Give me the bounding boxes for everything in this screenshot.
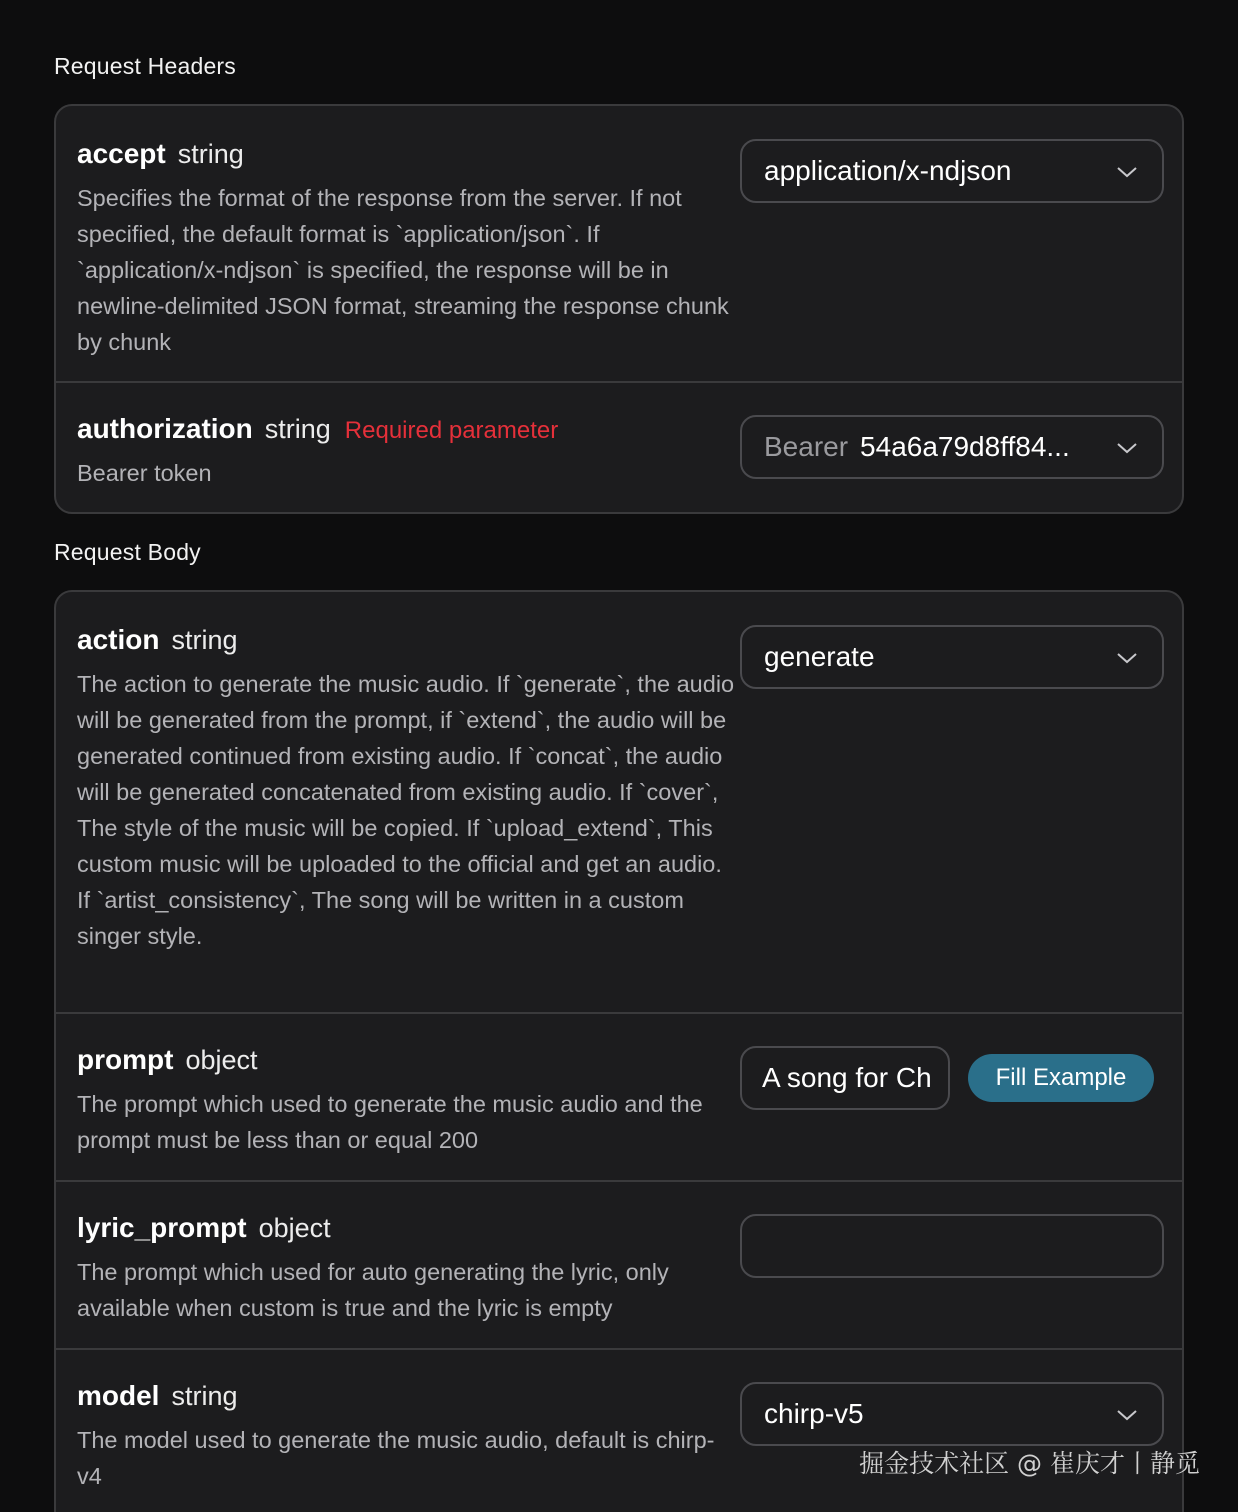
param-type: string xyxy=(171,625,238,655)
select-prefix: Bearer xyxy=(764,431,849,462)
param-row-action xyxy=(56,592,1182,1014)
select-value: chirp-v5 xyxy=(764,1398,864,1429)
param-name: prompt xyxy=(77,1044,174,1075)
param-description: The action to generate the music audio. If `generate`, the audio will be generated from the prompt, if `extend`, the audio will be generated continued from existing audio. If `concat`, the audio will be generated concatenated from existing audio. If `cover`, The style of the music will be copied. If `upload_extend`, This custom music will be uploaded to the official and get an audio. If `artist_consistency`, The song will be written in a custom singer style. xyxy=(77,671,735,949)
param-type: object xyxy=(258,1213,331,1243)
param-name: model xyxy=(77,1380,160,1411)
prompt-input[interactable] xyxy=(740,1046,950,1110)
param-description: Bearer token xyxy=(77,460,212,486)
chevron-down-icon xyxy=(1116,161,1138,183)
required-badge: Required parameter xyxy=(344,417,559,444)
param-type: object xyxy=(185,1045,258,1075)
param-type: string xyxy=(264,414,331,444)
chevron-down-icon xyxy=(1116,1404,1138,1426)
input-value: A song for Ch xyxy=(762,1062,932,1093)
param-row-model xyxy=(56,1350,1182,1512)
headers-card xyxy=(54,104,1184,514)
section-title-body: Request Body xyxy=(54,539,201,565)
body-card xyxy=(54,590,1184,1512)
action-select[interactable] xyxy=(740,625,1164,689)
param-row-lyric-prompt xyxy=(56,1182,1182,1350)
param-description: The model used to generate the music audio, default is chirp-v4 xyxy=(77,1427,715,1489)
lyric-prompt-input[interactable] xyxy=(740,1214,1164,1278)
param-description: The prompt which used for auto generating the lyric, only available when custom is true and the lyric is empty xyxy=(77,1259,669,1321)
select-value: generate xyxy=(764,641,875,672)
watermark: 掘金技术社区 @ 崔庆才丨静觅 xyxy=(859,1449,1200,1478)
authorization-select[interactable] xyxy=(740,415,1164,479)
param-type: string xyxy=(171,1381,238,1411)
section-title-headers: Request Headers xyxy=(54,53,236,79)
chevron-down-icon xyxy=(1116,647,1138,669)
param-name: authorization xyxy=(77,413,253,444)
select-value: application/x-ndjson xyxy=(764,155,1012,186)
accept-select[interactable] xyxy=(740,139,1164,203)
param-row-authorization xyxy=(56,383,1182,512)
param-row-accept xyxy=(56,106,1182,383)
param-name: action xyxy=(77,624,160,655)
fill-example-button[interactable]: Fill Example xyxy=(968,1054,1154,1102)
select-value: 54a6a79d8ff84... xyxy=(860,431,1070,462)
param-type: string xyxy=(177,139,244,169)
param-description: The prompt which used to generate the music audio and the prompt must be less than or equal 200 xyxy=(77,1091,703,1153)
chevron-down-icon xyxy=(1116,437,1138,459)
param-description: Specifies the format of the response from the server. If not specified, the default format is `application/json`. If `application/x-ndjson` is specified, the response will be in newline-delimited JSON format, streaming the response chunk by chunk xyxy=(77,185,729,355)
param-name: accept xyxy=(77,138,166,169)
param-row-prompt xyxy=(56,1014,1182,1182)
model-select[interactable] xyxy=(740,1382,1164,1446)
param-name: lyric_prompt xyxy=(77,1212,247,1243)
